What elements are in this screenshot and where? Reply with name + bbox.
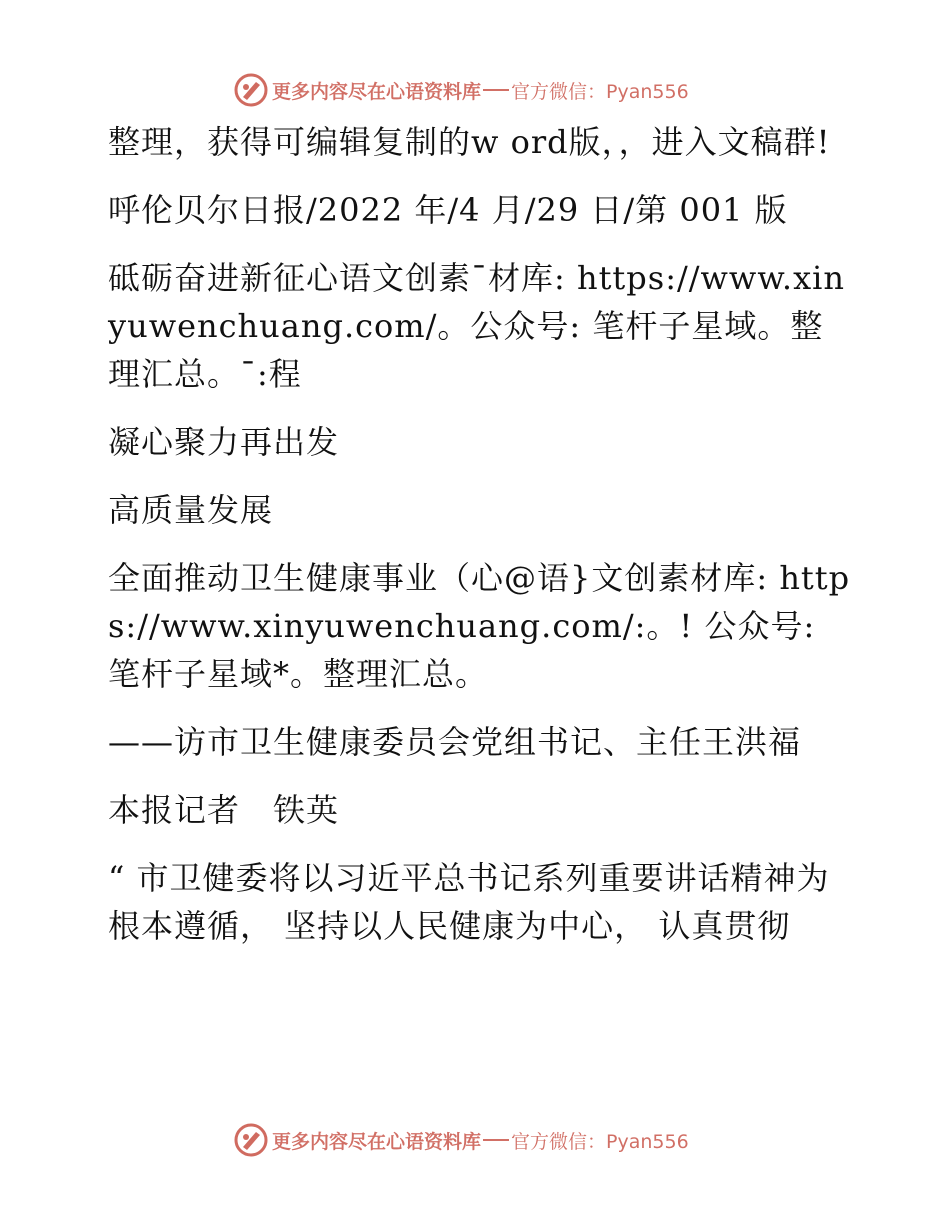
subheadline: ——访市卫生健康委员会党组书记、主任王洪福 [108,723,802,761]
headline-line-1: 凝心聚力再出发 [108,423,340,461]
paragraph-source: 呼伦贝尔日报/2022 年/4 月/29 日/第 001 版 [108,191,788,229]
banner-wechat: 官方微信：Pyan556 [511,1130,689,1153]
headline-line-3: 全面推动卫生健康事业（心@语}文创素材库: https://www.xinyuwenchuang.com/:。! 公众号: 笔杆子星域*。整理汇总。 [108,559,851,693]
paragraph-intro: 整理，获得可编辑复制的w ord版，，进入文稿群! [108,123,831,161]
pen-logo-icon [234,1123,268,1157]
paragraph-library: 砥砺奋进新征心语文创素¯材库: https://www.xinyuwenchuang.com/。公众号: 笔杆子星域。整理汇总。¯:程 [108,259,845,393]
banner-text: 更多内容尽在心语资料库 [272,80,482,103]
footer-watermark-banner [234,1122,689,1158]
headline-line-2: 高质量发展 [108,491,274,529]
document-body [96,118,856,970]
banner-text: 更多内容尽在心语资料库 [272,1130,482,1153]
body-paragraph: “ 市卫健委将以习近平总书记系列重要讲话精神为根本遵循， 坚持以人民健康为中心， 认真贯彻 [108,859,830,945]
banner-dash [483,89,509,91]
byline: 本报记者 铁英 [108,791,340,829]
header-watermark-banner [234,72,689,108]
pen-logo-icon [234,73,268,107]
banner-wechat: 官方微信：Pyan556 [511,80,689,103]
banner-dash [483,1139,509,1141]
